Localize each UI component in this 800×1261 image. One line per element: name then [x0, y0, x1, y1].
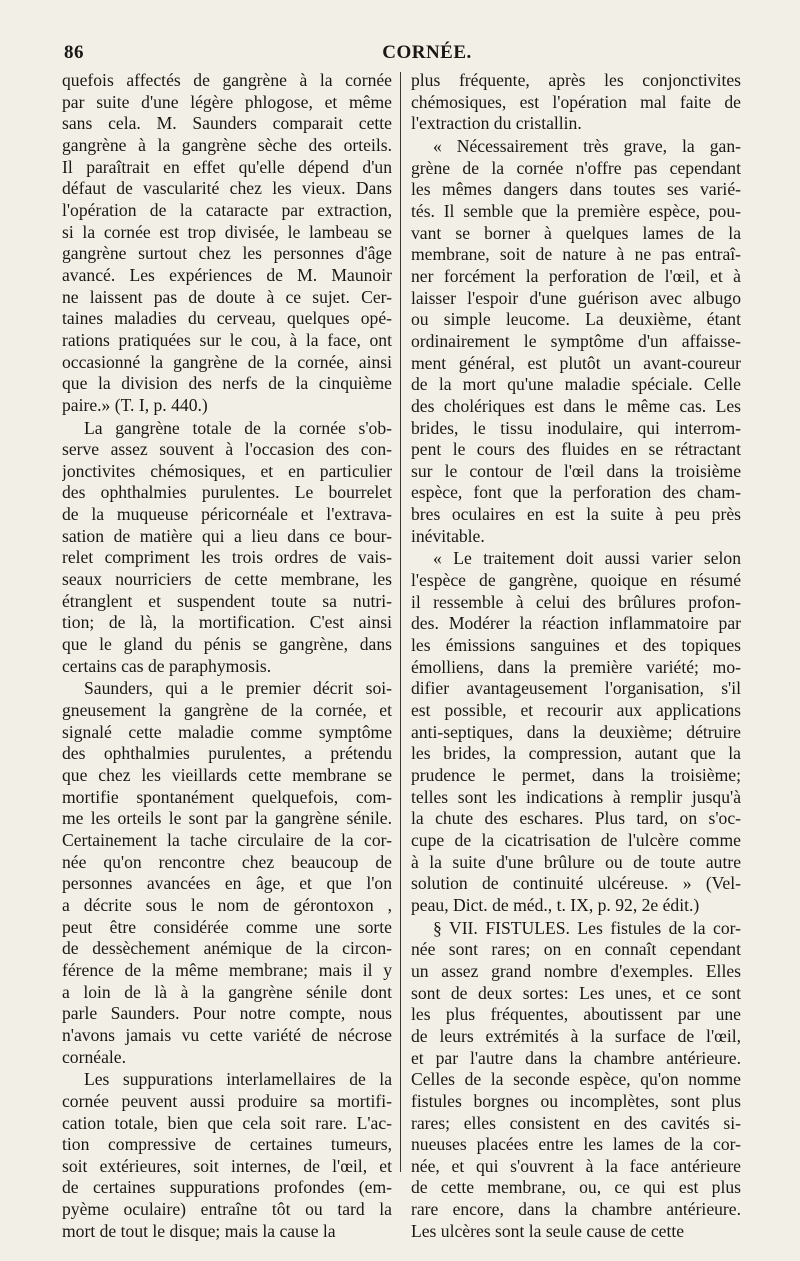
text-line: difier avantageusement l'organisation, s'il [411, 678, 741, 699]
text-line: solution de continuité ulcéreuse. » (Vel- [411, 873, 741, 894]
text-line: parle Saunders. Pour notre compte, nous [62, 1003, 392, 1024]
text-line: a décrite sous le nom de gérontoxon , [62, 894, 392, 915]
text-line: peut être considérée comme une sorte [62, 916, 392, 937]
text-line: personnes avancées en âge, et que l'on [62, 873, 392, 894]
text-line: sur le contour de l'œil dans la troisième [411, 460, 741, 481]
text-line: si la cornée est trop divisée, le lambeau se [62, 221, 392, 242]
text-line: sont de deux sortes: Les unes, et ce sont [411, 982, 741, 1003]
text-line: un assez grand nombre d'exemples. Elles [411, 960, 741, 981]
text-line: et par l'autre dans la chambre antérieure. [411, 1047, 741, 1068]
text-line: seaux nourriciers de cette membrane, les [62, 569, 392, 590]
text-line: pyème oculaire) entraîne tôt ou tard la [62, 1199, 392, 1220]
text-line: des ophthalmies purulentes, a prétendu [62, 743, 392, 764]
text-line: prudence le permet, dans la troisième; [411, 765, 741, 785]
text-line: brides, le tissu inodulaire, qui interrom- [411, 417, 741, 438]
text-line: certains cas de paraphymosis. [62, 655, 272, 676]
text-line: que le gland du pénis se gangrène, dans [62, 634, 392, 655]
text-line: telles sont les indications à remplir jusqu'à [411, 786, 741, 807]
text-line: fistules borgnes ou incomplètes, sont plus [411, 1090, 741, 1111]
text-line: cornéale. [62, 1046, 126, 1067]
text-line: peau, Dict. de méd., t. IX, p. 92, 2e édit.) [411, 894, 700, 915]
text-line: de la mort qu'une maladie spéciale. Celle [411, 374, 741, 395]
text-line: sans cela. M. Saunders comparait cette [62, 113, 392, 134]
text-line: La gangrène totale de la cornée s'ob- [84, 417, 392, 438]
text-line: par suite d'une légère phlogose, et même [62, 91, 392, 112]
text-line: de leurs extrémités à la surface de l'œil, [411, 1025, 741, 1046]
left-column [62, 70, 392, 1242]
text-line: relet compriment les trois ordres de vais- [62, 547, 392, 568]
text-line: Il paraîtrait en effet qu'elle dépend d'un [62, 156, 392, 177]
text-line: grène de la cornée n'offre pas cependant [411, 157, 741, 178]
text-line: § VII. FISTULES. Les fistules de la cor- [433, 917, 741, 938]
text-line: cation totale, bien que cela soit rare. L'ac- [62, 1112, 392, 1133]
text-line: inévitable. [411, 525, 485, 546]
text-line: les mêmes dangers dans toutes ses varié- [411, 179, 741, 200]
text-line: pent le cours des fluides en se rétractant [411, 439, 741, 460]
text-line: vant se borner à quelques lames de la [411, 222, 741, 243]
text-line: l'opération de la cataracte par extraction, [62, 199, 392, 220]
text-line: étranglent et suspendent toute sa nutri- [62, 590, 392, 611]
text-line: émolliens, dans la première variété; mo- [411, 656, 741, 677]
text-line: quefois affectés de gangrène à la cornée [62, 70, 392, 90]
column-divider [400, 72, 401, 1172]
text-line: des. Modérer la réaction inflammatoire par [411, 613, 741, 634]
text-line: Certainement la tache circulaire de la cor- [62, 829, 392, 850]
text-line: Les suppurations interlamellaires de la [84, 1069, 392, 1090]
text-line: la chute des eschares. Plus tard, on s'oc- [411, 808, 741, 829]
text-line: « Nécessairement très grave, la gan- [433, 135, 741, 156]
text-line: férence de la même membrane; mais il y [62, 959, 392, 980]
text-line: membrane, soit de nature à ne pas entraî- [411, 244, 741, 265]
text-line: ner forcément la perforation de l'œil, et à [411, 265, 741, 286]
text-line: de la muqueuse péricornéale et l'extrava- [62, 504, 392, 525]
running-head [64, 42, 750, 68]
text-line: gangrène à la gangrène sèche des orteils. [62, 134, 392, 155]
text-line: avancé. Les expériences de M. Maunoir [62, 264, 392, 285]
text-line: de cette membrane, ou, ce qui est plus [411, 1177, 741, 1198]
text-line: que la division des nerfs de la cinquième [62, 373, 392, 394]
text-line: gangrène surtout chez les personnes d'âge [62, 243, 392, 264]
text-line: espèce, font que la perforation des cham- [411, 482, 741, 503]
text-line: il ressemble à celui des brûlures profon- [411, 591, 741, 612]
running-title: CORNÉE. [382, 42, 472, 63]
right-column [411, 70, 741, 1242]
text-line: tés. Il semble que la première espèce, pou- [411, 200, 741, 221]
text-line: sation de matière qui a lieu dans ce bour- [62, 525, 392, 546]
text-line: bres oculaires en est la suite à peu près [411, 504, 741, 525]
text-line: cupe de la cicatrisation de l'ulcère comme [411, 829, 741, 850]
text-line: Celles de la seconde espèce, qu'on nomme [411, 1069, 741, 1090]
text-line: rares; elles consistent en des cavités si- [411, 1112, 741, 1133]
text-line: des ophthalmies purulentes. Le bourrelet [62, 482, 392, 503]
text-line: ne laissent pas de doute à ce sujet. Cer- [62, 286, 392, 307]
text-line: laisser l'espoir d'une guérison avec albugo [411, 287, 741, 308]
text-line: ou simple leucome. La deuxième, étant [411, 309, 741, 330]
text-line: mortifie spontanément quelquefois, com- [62, 786, 392, 807]
text-line: anti-septiques, dans la deuxième; détruire [411, 721, 741, 742]
text-line: ordinairement le symptôme d'un affaisse- [411, 330, 741, 351]
text-line: née, et qui s'ouvrent à la face antérieure [411, 1155, 741, 1176]
text-line: paire.» (T. I, p. 440.) [62, 394, 208, 415]
text-line: des cholériques est dans le même cas. Les [411, 395, 741, 416]
text-line: tion compressive de certaines tumeurs, [62, 1134, 392, 1155]
text-line: l'extraction du cristallin. [411, 113, 582, 134]
text-line: née sont rares; on en connaît cependant [411, 939, 741, 960]
text-line: tion; de là, la mortification. C'est ainsi [62, 612, 392, 633]
text-line: a loin de là à la gangrène sénile dont [62, 981, 392, 1002]
text-line: chémosiques, est l'opération mal faite de [411, 91, 741, 112]
text-line: Saunders, qui a le premier décrit soi- [84, 678, 392, 699]
text-line: rations pratiquées sur le cou, à la face, ont [62, 329, 392, 350]
text-line: occasionné la gangrène de la cornée, ainsi [62, 351, 392, 372]
text-line: n'avons jamais vu cette variété de nécrose [62, 1024, 392, 1045]
text-line: est possible, et recourir aux applications [411, 700, 741, 721]
page-number: 86 [64, 42, 84, 63]
text-line: me les orteils le sont par la gangrène sénile. [62, 808, 392, 829]
text-line: l'espèce de gangrène, quoique en résumé [411, 570, 741, 591]
text-line: soit extérieures, soit internes, de l'œil, et [62, 1155, 392, 1176]
text-line: les plus fréquentes, aboutissent par une [411, 1004, 741, 1025]
text-line: rare encore, dans la chambre antérieure. [411, 1199, 741, 1220]
text-line: Les ulcères sont la seule cause de cette [411, 1220, 685, 1241]
text-line: cornée peuvent aussi produire sa mortifi- [62, 1090, 392, 1111]
text-line: que chez les vieillards cette membrane se [62, 765, 392, 785]
text-line: nueuses placées entre les lames de la cor- [411, 1134, 741, 1155]
text-line: les brides, la compression, autant que la [411, 743, 741, 764]
text-line: ment général, est plutôt un avant-coureur [411, 352, 741, 373]
text-line: de certaines suppurations profondes (em- [62, 1177, 392, 1198]
text-line: à la suite d'une brûlure ou de toute autre [411, 851, 741, 872]
text-line: signalé cette maladie comme symptôme [62, 721, 392, 742]
text-line: plus fréquente, après les conjonctivites [411, 70, 741, 90]
text-line: née qu'on rencontre chez beaucoup de [62, 851, 392, 872]
text-line: mort de tout le disque; mais la cause la [62, 1220, 336, 1241]
text-line: taines maladies du cerveau, quelques opé- [62, 308, 392, 329]
text-line: défaut de vascularité chez les vieux. Dans [62, 178, 392, 199]
text-line: serve assez souvent à l'occasion des con- [62, 439, 392, 460]
text-line: les émissions sanguines et des topiques [411, 635, 741, 656]
text-line: jonctivites chémosiques, et en particulier [62, 460, 392, 481]
text-line: « Le traitement doit aussi varier selon [433, 548, 741, 569]
text-line: de dessèchement anémique de la circon- [62, 938, 392, 959]
text-line: gneusement la gangrène de la cornée, et [62, 700, 392, 721]
